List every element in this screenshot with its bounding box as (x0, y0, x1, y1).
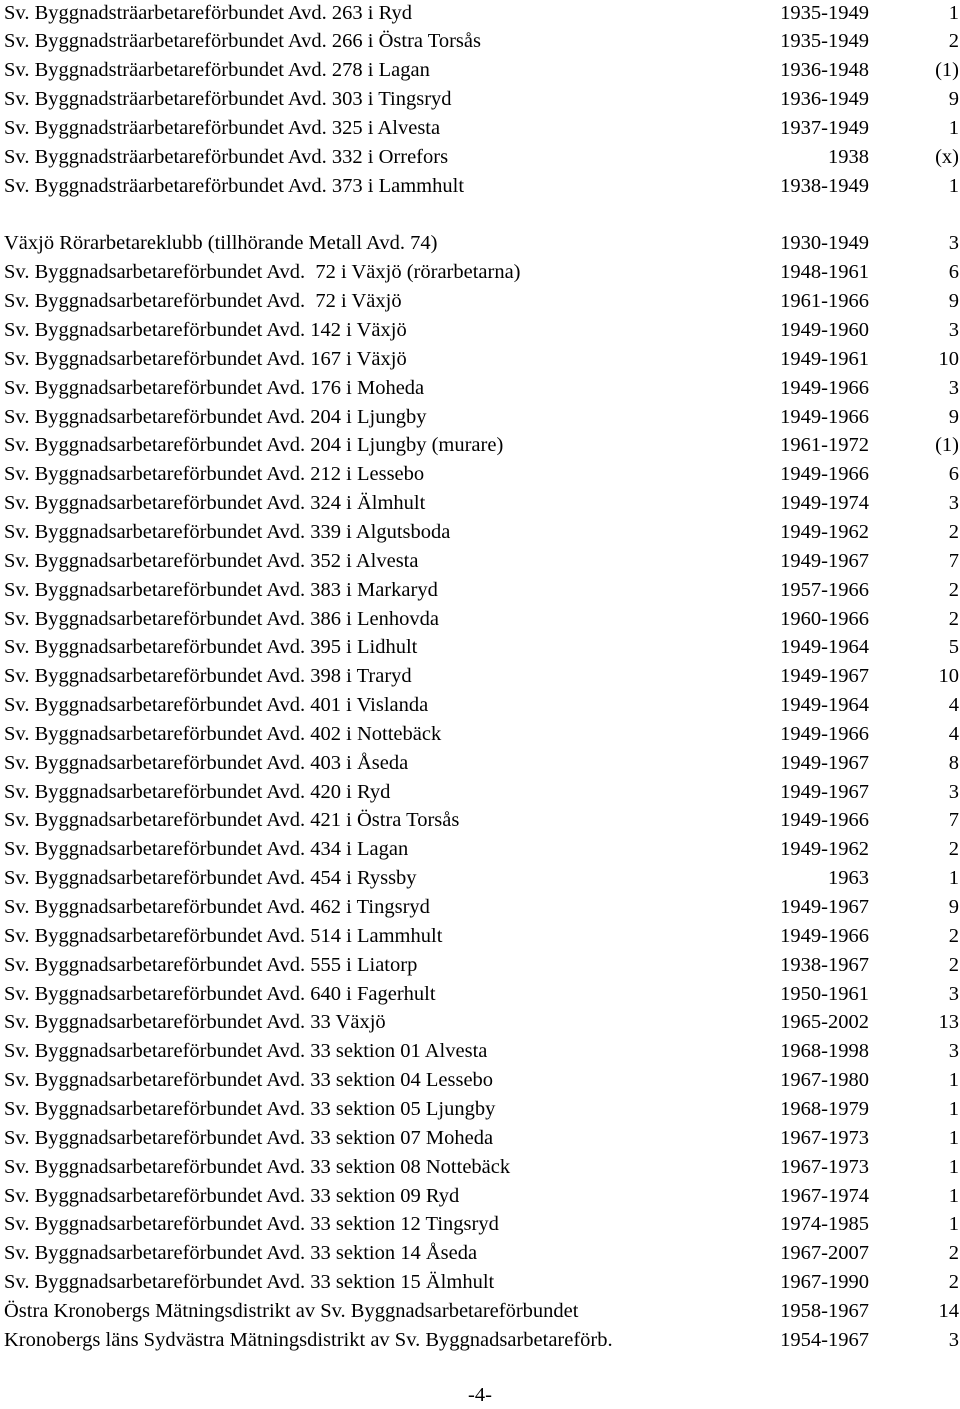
archive-volume-count: 6 (948, 261, 959, 284)
archive-name: Sv. Byggnadsarbetareförbundet Avd. 142 i Växjö (4, 319, 407, 341)
archive-name: Sv. Byggnadsarbetareförbundet Avd. 395 i Lidhult (4, 636, 418, 659)
archive-years: 1967-2007 (780, 1242, 869, 1265)
archive-volume-count: 2 (948, 953, 959, 976)
archive-volume-count: 3 (948, 982, 959, 1005)
archive-volume-count: 2 (948, 520, 959, 543)
archive-years: 1949-1966 (780, 376, 869, 399)
archive-years: 1954-1967 (780, 1328, 869, 1351)
archive-name: Sv. Byggnadsarbetareförbundet Avd. 324 i Älmhult (4, 492, 426, 515)
archive-years: 1968-1979 (780, 1097, 869, 1120)
archive-years: 1949-1962 (780, 520, 869, 543)
archive-volume-count: 9 (948, 290, 959, 313)
archive-name: Sv. Byggnadsarbetareförbundet Avd. 72 i Växjö (4, 290, 402, 313)
archive-list-row (4, 489, 960, 518)
archive-name: Sv. Byggnadsarbetareförbundet Avd. 176 i Moheda (4, 376, 425, 399)
archive-volume-count: 2 (948, 578, 959, 601)
archive-name: Sv. Byggnadsarbetareförbundet Avd. 33 sektion 09 Ryd (4, 1184, 460, 1207)
archive-list-row (4, 1297, 960, 1326)
archive-volume-count: 4 (948, 722, 959, 745)
archive-years: 1974-1985 (780, 1213, 869, 1236)
archive-name: Sv. Byggnadsarbetareförbundet Avd. 33 sektion 08 Nottebäck (4, 1155, 511, 1178)
archive-volume-count: 1 (948, 174, 959, 197)
archive-years: 1936-1949 (780, 88, 869, 111)
archive-volume-count: 1 (948, 1155, 959, 1178)
archive-volume-count: 3 (948, 492, 959, 515)
archive-name: Sv. Byggnadsarbetareförbundet Avd. 33 sektion 07 Moheda (4, 1126, 494, 1149)
archive-name: Sv. Byggnadsarbetareförbundet Avd. 33 sektion 15 Älmhult (4, 1271, 495, 1294)
archive-name: Sv. Byggnadsarbetareförbundet Avd. 514 i Lammhult (4, 924, 443, 947)
archive-volume-count: 3 (948, 1328, 959, 1351)
archive-volume-count: 1 (948, 1, 959, 24)
archive-list-row (4, 85, 960, 114)
archive-name: Sv. Byggnadsarbetareförbundet Avd. 33 sektion 04 Lessebo (4, 1069, 494, 1092)
archive-volume-count: 8 (948, 751, 959, 774)
archive-volume-count: 3 (948, 232, 959, 255)
archive-name: Sv. Byggnadsarbetareförbundet Avd. 33 sektion 12 Tingsryd (4, 1213, 499, 1236)
archive-years: 1949-1967 (780, 751, 869, 774)
archive-list-row (4, 431, 960, 460)
archive-years: 1957-1966 (780, 578, 869, 601)
archive-years: 1949-1960 (780, 319, 869, 341)
archive-list-row (4, 778, 960, 807)
archive-years: 1937-1949 (780, 116, 869, 139)
archive-list-row (4, 1066, 960, 1095)
archive-name: Sv. Byggnadsträarbetareförbundet Avd. 263 i Ryd (4, 1, 412, 24)
archive-name: Östra Kronobergs Mätningsdistrikt av Sv. Byggnadsarbetareförbundet (4, 1299, 579, 1322)
archive-years: 1930-1949 (780, 232, 869, 255)
archive-volume-count: 1 (948, 1184, 959, 1207)
archive-list-row (4, 633, 960, 662)
archive-years: 1967-1980 (780, 1069, 869, 1092)
archive-list-row (4, 1124, 960, 1153)
archive-list-row (4, 172, 960, 201)
archive-volume-count: 6 (948, 463, 959, 486)
archive-list-row (4, 1239, 960, 1268)
archive-name: Sv. Byggnadsträarbetareförbundet Avd. 278 i Lagan (4, 59, 430, 82)
archive-volume-count: 9 (948, 88, 959, 111)
archive-list-row (4, 1008, 960, 1037)
archive-list-row (4, 576, 960, 605)
archive-years: 1935-1949 (780, 30, 869, 53)
archive-volume-count: 3 (948, 376, 959, 399)
archive-list-row (4, 1210, 960, 1239)
archive-list-row (4, 287, 960, 316)
page-number: -4- (468, 1384, 492, 1406)
archive-list-row (4, 1326, 960, 1355)
archive-name: Kronobergs läns Sydvästra Mätningsdistrikt av Sv. Byggnadsarbetareförb. (4, 1328, 613, 1351)
archive-name: Sv. Byggnadsarbetareförbundet Avd. 383 i Markaryd (4, 578, 438, 601)
archive-years: 1949-1964 (780, 636, 869, 659)
archive-name: Sv. Byggnadsträarbetareförbundet Avd. 325 i Alvesta (4, 116, 441, 139)
archive-name: Sv. Byggnadsarbetareförbundet Avd. 434 i Lagan (4, 838, 409, 861)
archive-years: 1948-1961 (780, 261, 869, 284)
archive-list-row (4, 951, 960, 980)
archive-list-row (4, 835, 960, 864)
archive-volume-count: (1) (935, 434, 959, 457)
archive-years: 1949-1966 (780, 463, 869, 486)
archive-name: Sv. Byggnadsarbetareförbundet Avd. 167 i Växjö (4, 347, 407, 370)
archive-list-row (4, 1153, 960, 1182)
archive-name: Sv. Byggnadsträarbetareförbundet Avd. 373 i Lammhult (4, 174, 465, 197)
archive-list-row (4, 460, 960, 489)
archive-volume-count: 9 (948, 405, 959, 428)
archive-years: 1967-1973 (780, 1126, 869, 1149)
archive-name: Sv. Byggnadsträarbetareförbundet Avd. 332 i Orrefors (4, 145, 449, 168)
archive-years: 1963 (828, 867, 869, 890)
archive-list-row (4, 374, 960, 403)
archive-volume-count: 1 (948, 1213, 959, 1236)
archive-list-row (4, 749, 960, 778)
archive-volume-count: 10 (938, 347, 959, 370)
archive-list-row (4, 662, 960, 691)
archive-list-row (4, 605, 960, 634)
archive-years: 1938 (828, 145, 869, 168)
archive-years: 1949-1967 (780, 549, 869, 572)
archive-list-row (4, 1037, 960, 1066)
archive-years: 1967-1974 (780, 1184, 869, 1207)
archive-name: Sv. Byggnadsarbetareförbundet Avd. 33 sektion 05 Ljungby (4, 1097, 496, 1120)
archive-list-row (4, 114, 960, 143)
archive-name: Sv. Byggnadsarbetareförbundet Avd. 33 Växjö (4, 1011, 386, 1034)
archive-volume-count: 2 (948, 30, 959, 53)
archive-years: 1949-1964 (780, 694, 869, 717)
archive-volume-count: 2 (948, 1242, 959, 1265)
archive-name: Sv. Byggnadsarbetareförbundet Avd. 33 sektion 14 Åseda (4, 1242, 478, 1265)
archive-years: 1949-1966 (780, 809, 869, 832)
archive-years: 1949-1974 (780, 492, 869, 515)
archive-volume-count: 1 (948, 1097, 959, 1120)
archive-years: 1961-1972 (780, 434, 869, 457)
archive-volume-count: 2 (948, 607, 959, 630)
archive-years: 1938-1949 (780, 174, 869, 197)
archive-volume-count: 1 (948, 116, 959, 139)
archive-list-row (4, 691, 960, 720)
archive-volume-count: 4 (948, 694, 959, 717)
archive-list-row (4, 864, 960, 893)
archive-volume-count: 14 (938, 1299, 959, 1322)
archive-years: 1949-1962 (780, 838, 869, 861)
archive-list-row (4, 893, 960, 922)
archive-years: 1958-1967 (780, 1299, 869, 1322)
archive-list-row (4, 258, 960, 287)
archive-years: 1936-1948 (780, 59, 869, 82)
archive-volume-count: 1 (948, 1126, 959, 1149)
archive-volume-count: (1) (935, 59, 959, 82)
archive-name: Sv. Byggnadsarbetareförbundet Avd. 398 i Traryd (4, 665, 412, 688)
archive-years: 1950-1961 (780, 982, 869, 1005)
archive-years: 1938-1967 (780, 953, 869, 976)
archive-list-row (4, 922, 960, 951)
archive-name: Sv. Byggnadsarbetareförbundet Avd. 462 i Tingsryd (4, 896, 430, 918)
archive-years: 1949-1966 (780, 722, 869, 745)
archive-list-row (4, 1268, 960, 1297)
archive-name: Sv. Byggnadsarbetareförbundet Avd. 555 i Liatorp (4, 953, 418, 976)
archive-name: Sv. Byggnadsarbetareförbundet Avd. 33 sektion 01 Alvesta (4, 1040, 488, 1063)
archive-list-row (4, 806, 960, 835)
archive-name: Sv. Byggnadsarbetareförbundet Avd. 352 i Alvesta (4, 549, 419, 572)
archive-years: 1949-1967 (780, 896, 869, 918)
archive-years: 1960-1966 (780, 607, 869, 630)
archive-volume-count: 9 (948, 896, 959, 918)
archive-volume-count: 1 (948, 1069, 959, 1092)
archive-name: Sv. Byggnadsarbetareförbundet Avd. 72 i Växjö (rörarbetarna) (4, 261, 521, 284)
archive-name: Sv. Byggnadsarbetareförbundet Avd. 421 i Östra Torsås (4, 809, 460, 832)
archive-list-row (4, 0, 960, 28)
archive-volume-count: 10 (938, 665, 959, 688)
archive-name: Sv. Byggnadsarbetareförbundet Avd. 204 i Ljungby (murare) (4, 434, 504, 457)
archive-list-row (4, 316, 960, 345)
archive-volume-count: 2 (948, 924, 959, 947)
archive-years: 1968-1998 (780, 1040, 869, 1063)
archive-volume-count: 1 (948, 867, 959, 890)
archive-name: Sv. Byggnadsarbetareförbundet Avd. 339 i Algutsboda (4, 520, 451, 543)
archive-years: 1949-1967 (780, 665, 869, 688)
archive-volume-count: 3 (948, 1040, 959, 1063)
archive-list-row (4, 980, 960, 1009)
archive-name: Sv. Byggnadsarbetareförbundet Avd. 212 i Lessebo (4, 463, 425, 486)
archive-name: Sv. Byggnadsarbetareförbundet Avd. 454 i Ryssby (4, 867, 417, 890)
archive-years: 1967-1973 (780, 1155, 869, 1178)
archive-list-row (4, 56, 960, 85)
archive-years: 1949-1966 (780, 924, 869, 947)
archive-volume-count: 13 (938, 1011, 959, 1034)
archive-list-row (4, 403, 960, 432)
archive-list-row (4, 229, 960, 258)
archive-volume-count: (x) (935, 145, 959, 168)
archive-name: Sv. Byggnadsarbetareförbundet Avd. 403 i Åseda (4, 751, 409, 774)
archive-volume-count: 2 (948, 838, 959, 861)
archive-name: Sv. Byggnadsarbetareförbundet Avd. 386 i Lenhovda (4, 607, 439, 630)
archive-list-row (4, 720, 960, 749)
archive-name: Sv. Byggnadsträarbetareförbundet Avd. 266 i Östra Torsås (4, 30, 481, 53)
archive-volume-count: 7 (948, 549, 959, 572)
archive-years: 1965-2002 (780, 1011, 869, 1034)
archive-name: Sv. Byggnadsarbetareförbundet Avd. 640 i Fagerhult (4, 982, 436, 1005)
archive-volume-count: 7 (948, 809, 959, 832)
archive-list-row (4, 1182, 960, 1211)
archive-name: Sv. Byggnadsträarbetareförbundet Avd. 303 i Tingsryd (4, 88, 452, 111)
archive-years: 1949-1961 (780, 347, 869, 370)
archive-years: 1961-1966 (780, 290, 869, 313)
archive-name: Sv. Byggnadsarbetareförbundet Avd. 402 i Nottebäck (4, 722, 442, 745)
archive-list-row (4, 1095, 960, 1124)
archive-name: Sv. Byggnadsarbetareförbundet Avd. 420 i Ryd (4, 780, 391, 803)
archive-years: 1967-1990 (780, 1271, 869, 1294)
archive-years: 1949-1967 (780, 780, 869, 803)
archive-volume-count: 5 (948, 636, 959, 659)
archive-list-row (4, 518, 960, 547)
archive-list-row (4, 27, 960, 56)
archive-name: Sv. Byggnadsarbetareförbundet Avd. 401 i Vislanda (4, 694, 429, 717)
archive-list-row (4, 345, 960, 374)
archive-volume-count: 3 (948, 780, 959, 803)
archive-name: Sv. Byggnadsarbetareförbundet Avd. 204 i Ljungby (4, 405, 427, 428)
archive-name: Växjö Rörarbetareklubb (tillhörande Metall Avd. 74) (4, 232, 438, 255)
archive-years: 1935-1949 (780, 1, 869, 24)
archive-volume-count: 2 (948, 1271, 959, 1294)
archive-list-row (4, 143, 960, 172)
archive-list-row (4, 547, 960, 576)
archive-volume-count: 3 (948, 319, 959, 341)
archive-years: 1949-1966 (780, 405, 869, 428)
